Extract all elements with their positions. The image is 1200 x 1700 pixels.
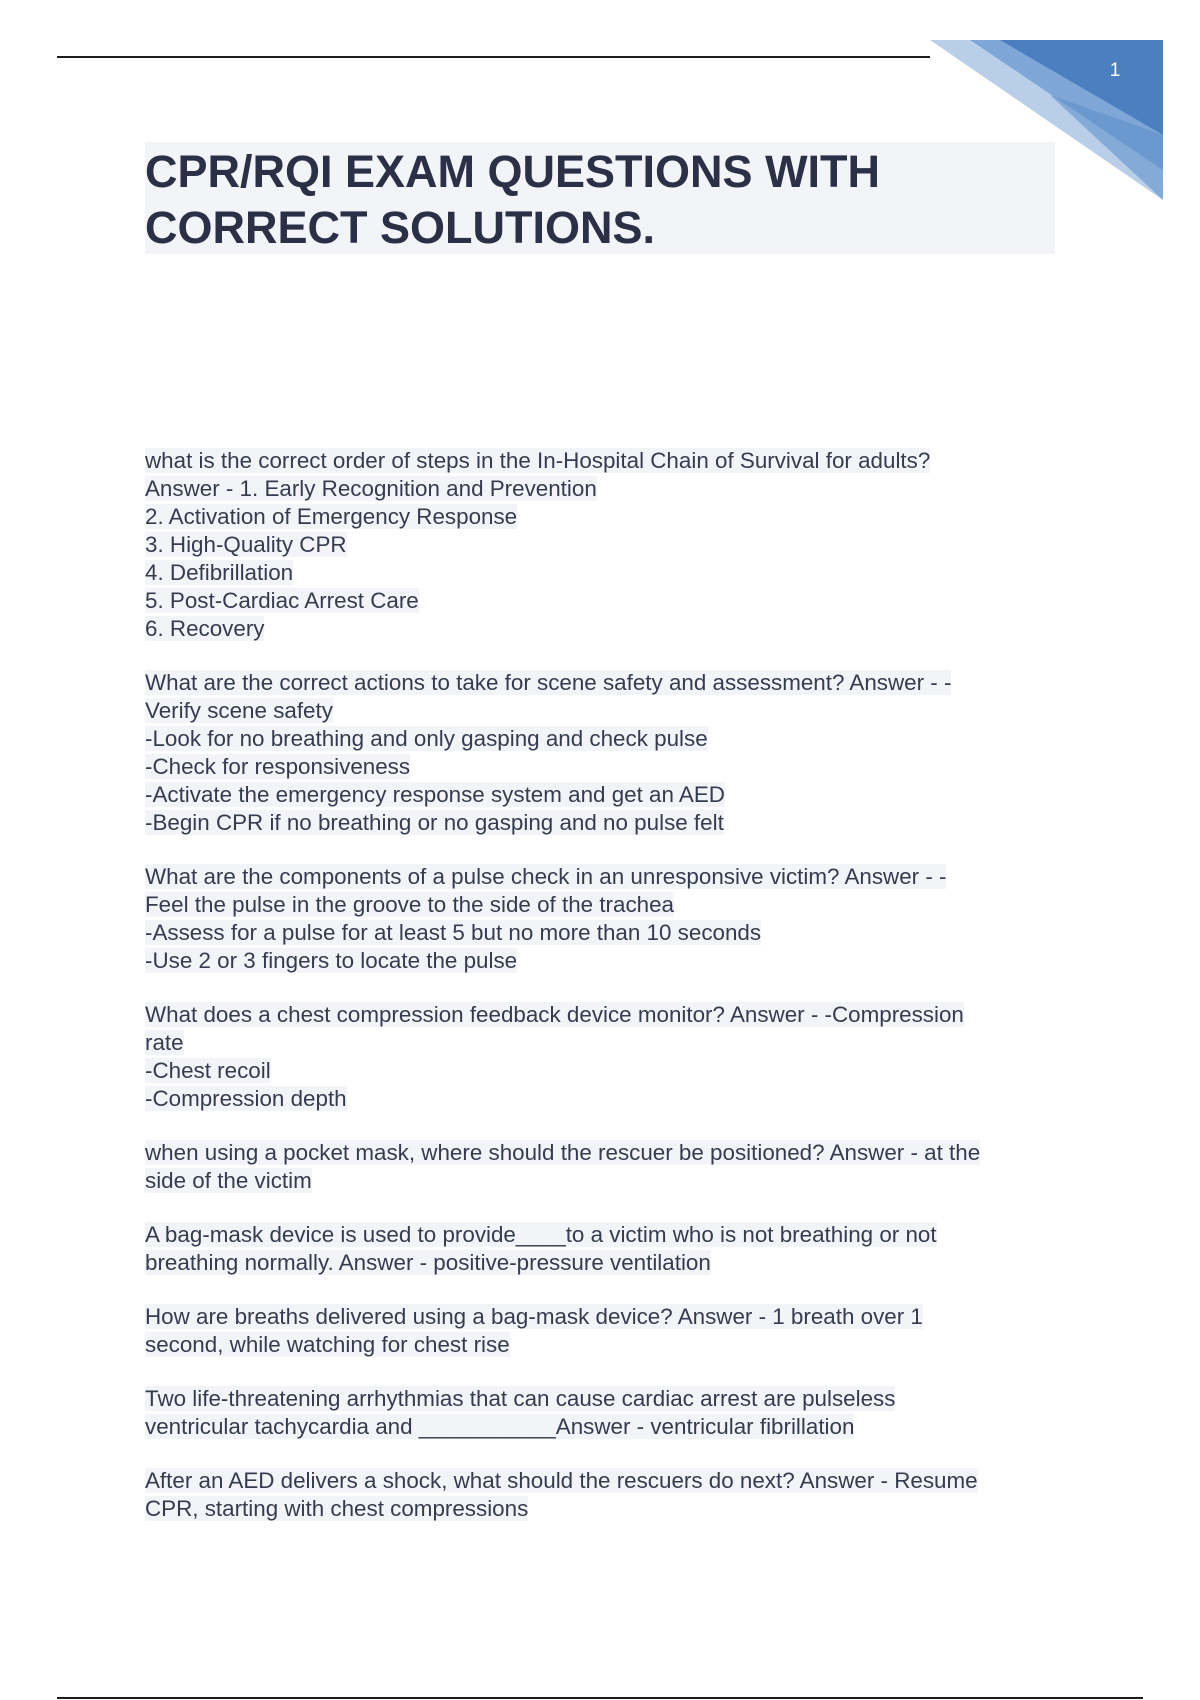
qa-line	[145, 919, 1075, 947]
qa-line-text: Two life-threatening arrhythmias that can cause cardiac arrest are pulseless	[145, 1386, 896, 1411]
qa-line	[145, 1331, 1075, 1359]
qa-line	[145, 753, 1075, 781]
qa-line-text: rate	[145, 1030, 184, 1055]
qa-line	[145, 1001, 1075, 1029]
qa-item	[145, 447, 1075, 643]
qa-line	[145, 669, 1075, 697]
qa-line	[145, 1467, 1075, 1495]
qa-item	[145, 1139, 1075, 1195]
qa-line-text: What does a chest compression feedback device monitor? Answer - -Compression	[145, 1002, 964, 1027]
qa-line	[145, 503, 1075, 531]
qa-item	[145, 1221, 1075, 1277]
qa-line-text: -Compression depth	[145, 1086, 347, 1111]
header-rule	[57, 56, 930, 58]
qa-line-text: -Assess for a pulse for at least 5 but no more than 10 seconds	[145, 920, 762, 945]
qa-line-text: What are the correct actions to take for scene safety and assessment? Answer - -	[145, 670, 952, 695]
qa-line-text: 6. Recovery	[145, 616, 265, 641]
qa-line-text: After an AED delivers a shock, what should the rescuers do next? Answer - Resume	[145, 1468, 978, 1493]
qa-line-text: what is the correct order of steps in the In-Hospital Chain of Survival for adults?	[145, 448, 931, 473]
qa-line	[145, 587, 1075, 615]
qa-line-text: 5. Post-Cardiac Arrest Care	[145, 588, 419, 613]
qa-line-text: CPR, starting with chest compressions	[145, 1496, 529, 1521]
qa-line-text: 4. Defibrillation	[145, 560, 294, 585]
document-title	[145, 142, 1055, 256]
qa-line-text: -Activate the emergency response system and get an AED	[145, 782, 725, 807]
qa-line-text: What are the components of a pulse check in an unresponsive victim? Answer - -	[145, 864, 947, 889]
qa-line-text: -Check for responsiveness	[145, 754, 411, 779]
qa-line	[145, 1167, 1075, 1195]
qa-line-text: 3. High-Quality CPR	[145, 532, 347, 557]
qa-line-text: -Use 2 or 3 fingers to locate the pulse	[145, 948, 518, 973]
qa-line-text: ventricular tachycardia and ___________Answer - ventricular fibrillation	[145, 1414, 855, 1439]
qa-line-text: A bag-mask device is used to provide____to a victim who is not breathing or not	[145, 1222, 937, 1247]
footer-rule	[57, 1697, 1143, 1699]
qa-line	[145, 1303, 1075, 1331]
qa-line	[145, 891, 1075, 919]
qa-line	[145, 615, 1075, 643]
qa-line-text: when using a pocket mask, where should the rescuer be positioned? Answer - at the	[145, 1140, 981, 1165]
qa-line-text: side of the victim	[145, 1168, 312, 1193]
qa-line-text: -Look for no breathing and only gasping and check pulse	[145, 726, 708, 751]
qa-line	[145, 1249, 1075, 1277]
qa-line	[145, 697, 1075, 725]
title-line-1: CPR/RQI EXAM QUESTIONS WITH	[145, 146, 881, 197]
qa-item	[145, 1467, 1075, 1523]
qa-line-text: second, while watching for chest rise	[145, 1332, 510, 1357]
title-line-2: CORRECT SOLUTIONS.	[145, 202, 656, 253]
qa-line-text: breathing normally. Answer - positive-pressure ventilation	[145, 1250, 711, 1275]
qa-line	[145, 1413, 1075, 1441]
qa-line	[145, 531, 1075, 559]
qa-line	[145, 781, 1075, 809]
qa-line-text: Answer - 1. Early Recognition and Prevention	[145, 476, 597, 501]
qa-line	[145, 809, 1075, 837]
qa-line	[145, 1029, 1075, 1057]
qa-line	[145, 1221, 1075, 1249]
qa-line	[145, 947, 1075, 975]
qa-line	[145, 1385, 1075, 1413]
qa-line	[145, 1057, 1075, 1085]
qa-item	[145, 1303, 1075, 1359]
qa-list	[145, 447, 1075, 1549]
qa-line	[145, 559, 1075, 587]
qa-line-text: How are breaths delivered using a bag-mask device? Answer - 1 breath over 1	[145, 1304, 923, 1329]
qa-item	[145, 669, 1075, 837]
qa-line-text: Verify scene safety	[145, 698, 333, 723]
qa-line-text: -Chest recoil	[145, 1058, 271, 1083]
page-number: 1	[1109, 60, 1121, 81]
qa-line	[145, 1495, 1075, 1523]
qa-line	[145, 863, 1075, 891]
qa-item	[145, 863, 1075, 975]
qa-line	[145, 725, 1075, 753]
qa-line-text: 2. Activation of Emergency Response	[145, 504, 518, 529]
qa-line	[145, 475, 1075, 503]
qa-line-text: Feel the pulse in the groove to the side of the trachea	[145, 892, 675, 917]
qa-line	[145, 1139, 1075, 1167]
qa-item	[145, 1385, 1075, 1441]
qa-line	[145, 1085, 1075, 1113]
title-block	[145, 142, 1055, 254]
qa-line-text: -Begin CPR if no breathing or no gasping and no pulse felt	[145, 810, 724, 835]
qa-item	[145, 1001, 1075, 1113]
qa-line	[145, 447, 1075, 475]
